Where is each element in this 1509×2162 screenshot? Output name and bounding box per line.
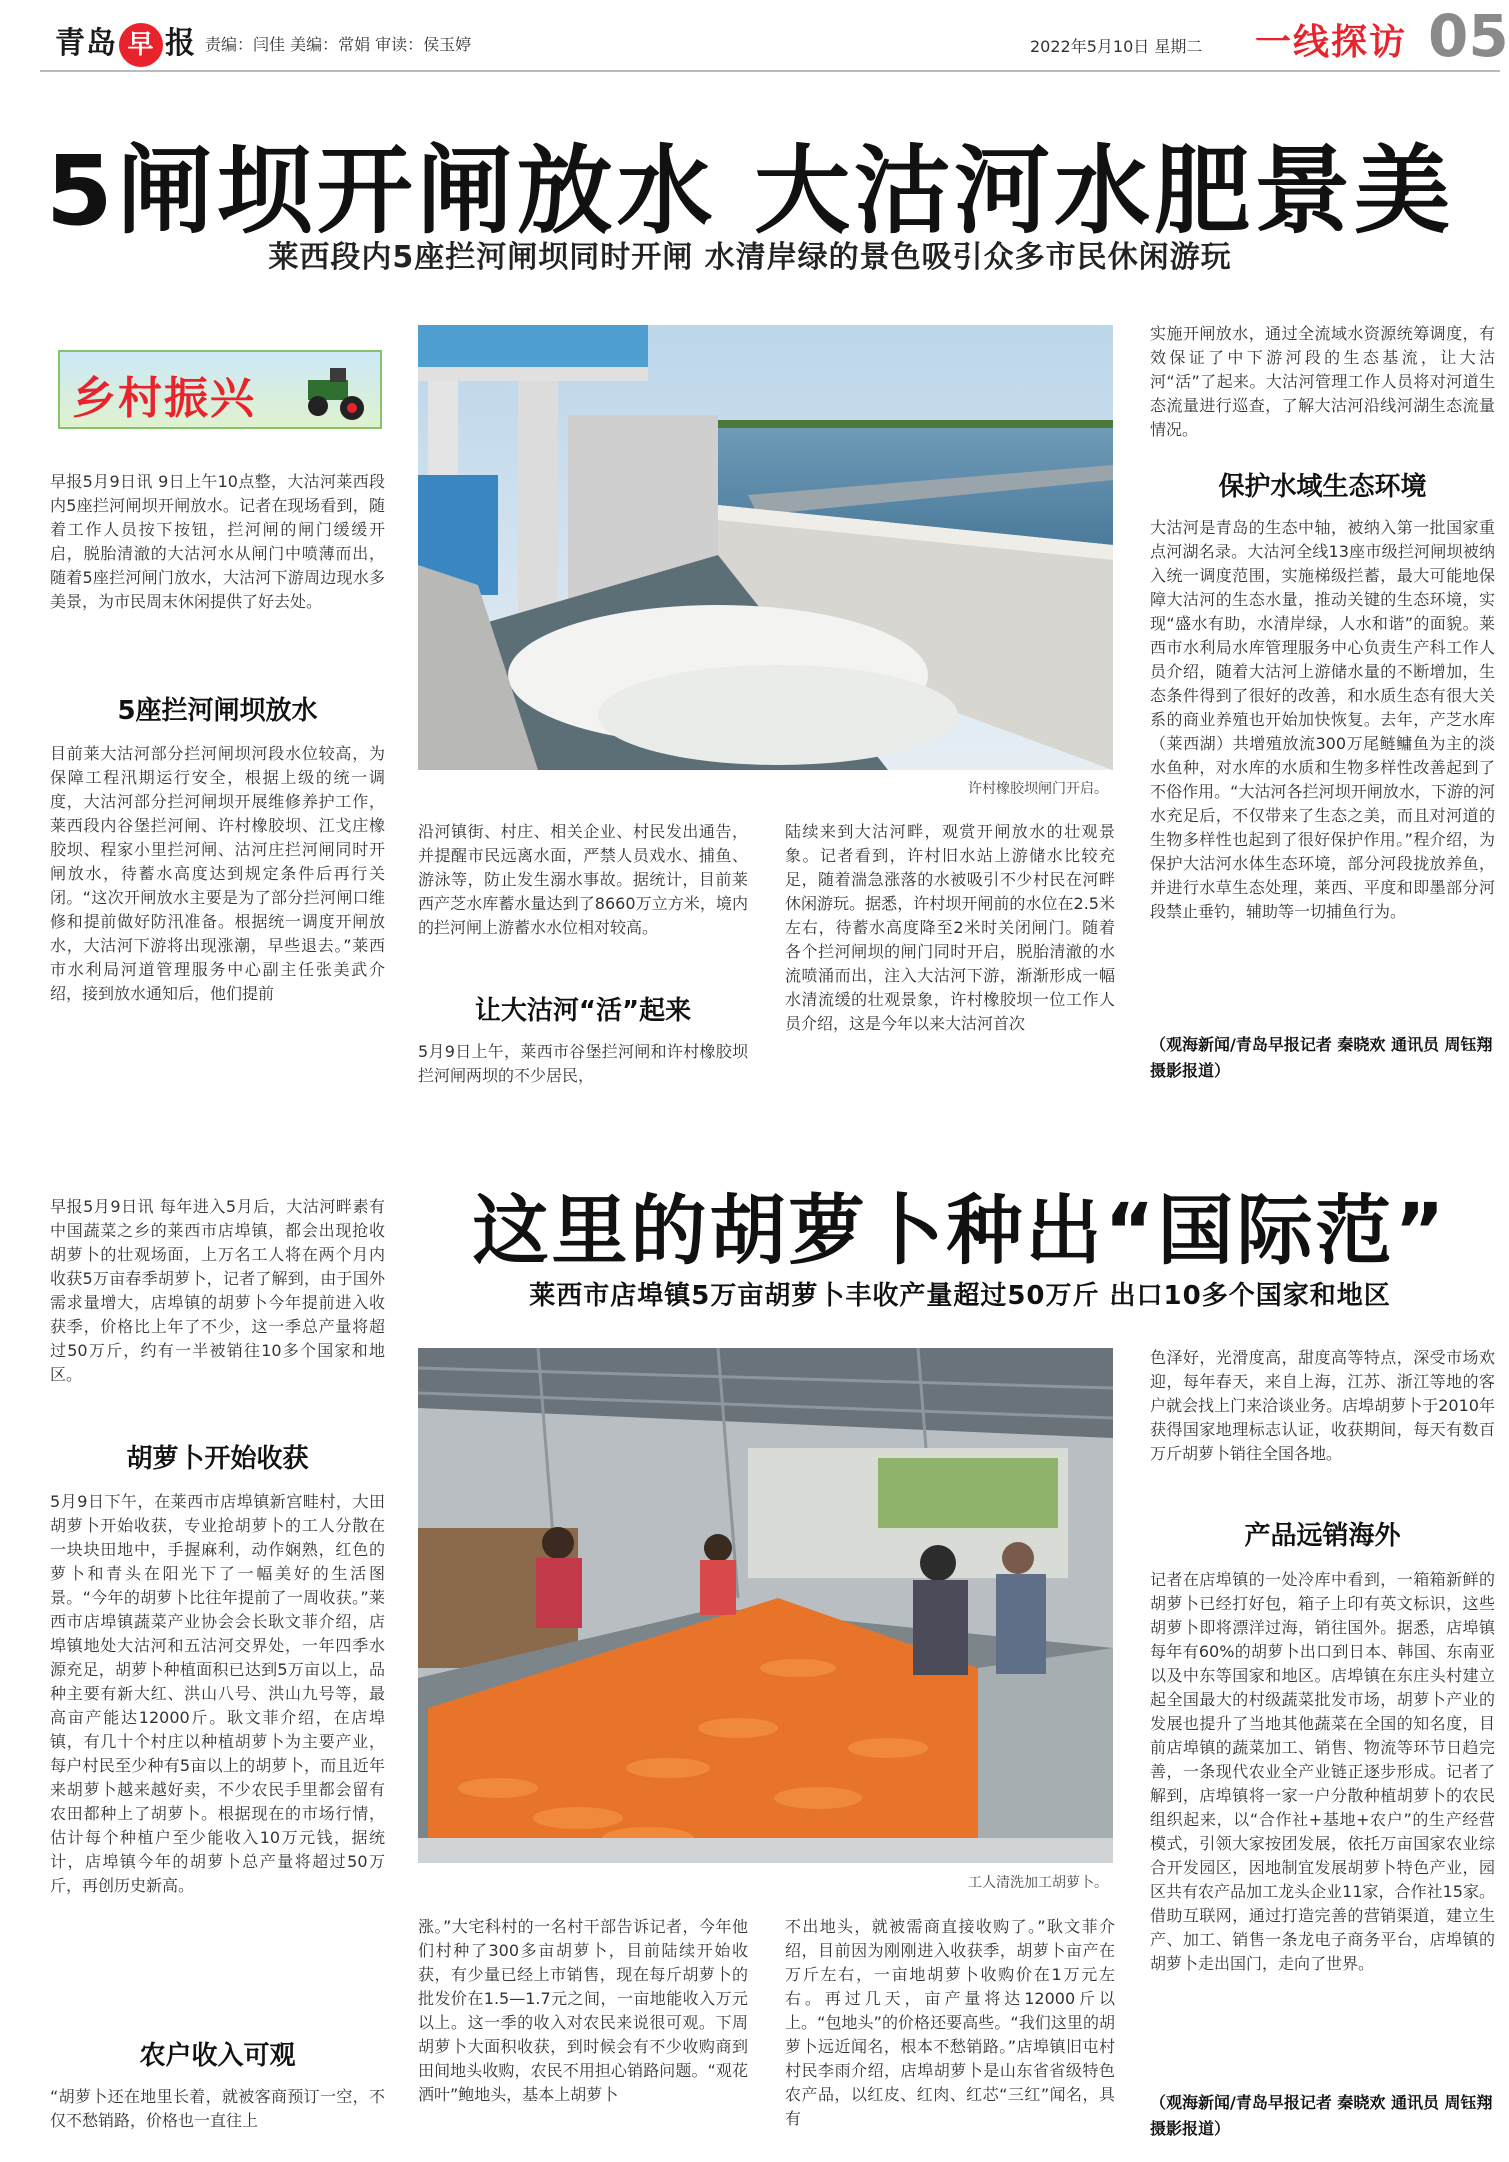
- story1-col2-tail: 5月9日上午，莱西市谷堡拦河闸和许村橡胶坝拦河闸两坝的不少居民，: [418, 1042, 748, 1085]
- story2-subheadline: 莱西市店埠镇5万亩胡萝卜丰收产量超过50万斤 出口10多个国家和地区: [529, 1281, 1391, 1311]
- newspaper-logo: 青岛 早 报: [55, 18, 196, 67]
- story2-col4-body: 记者在店埠镇的一处冷库中看到，一箱箱新鲜的胡萝卜已经打好包，箱子上印有英文标识，这些胡萝卜即将漂洋过海，销往国外。据悉，店埠镇每年有60%的胡萝卜出口到日本、韩国、东南亚以及中东等国家和地区。店埠镇在东庄头村建立起全国最大的村级蔬菜批发市场，胡萝卜产业的发展也提升了当地其他蔬菜在全国的知名度，目前店埠镇的蔬菜加工、销售、物流等环节日趋完善，一条现代农业全产业链正逐步形成。记者了解到，店埠镇将一家一户分散种植胡萝卜的农民组织起来，以“合作社+基地+农户”的生产经营模式，引领大家按团发展，依托万亩国家农业综合开发园区，因地制宜发展胡萝卜特色产业，园区共有农产品加工龙头企业11家，合作社15家。借助互联网，通过打造完善的营销渠道，建立生产、加工、销售一条龙电子商务平台，店埠镇的胡萝卜走出国门，走向了世界。: [1150, 1570, 1495, 1973]
- dam-illustration: [418, 325, 1113, 770]
- issue-date: 2022年5月10日 星期二: [1030, 37, 1203, 56]
- dam-photo: [418, 325, 1113, 770]
- story2-subhead-b: 农户收入可观: [139, 2041, 296, 2071]
- logo-emblem: 早: [119, 23, 163, 67]
- story1-credit: （观海新闻/青岛早报记者 秦晓欢 通讯员 周钰翔 摄影报道）: [1150, 1035, 1493, 1080]
- rural-revitalization-banner: [58, 350, 382, 429]
- story2-headline: 这里的胡萝卜种出“国际范”: [472, 1186, 1448, 1275]
- story1-subhead-c: 保护水域生态环境: [1218, 472, 1427, 502]
- carrot-photo-caption: 工人清洗加工胡萝卜。: [968, 1875, 1108, 1891]
- tractor-icon: [300, 362, 375, 420]
- carrot-washing-illustration: [418, 1348, 1113, 1863]
- story1-headline: 5闸坝开闸放水 大沽河水肥景美: [45, 135, 1455, 247]
- editors-line: 责编：闫佳 美编：常娟 审读：侯玉婷: [205, 35, 472, 54]
- banner-text: 乡村振兴: [72, 373, 256, 424]
- story1-subhead-a: 5座拦河闸坝放水: [117, 696, 318, 726]
- section-title: 一线探访: [1255, 22, 1408, 63]
- story2-col1-body: 5月9日下午，在莱西市店埠镇新宫畦村，大田胡萝卜开始收获，专业抢胡萝卜的工人分散在一块块田地中，手握麻利，动作娴熟，红色的萝卜和青头在阳光下了一幅美好的生活图景。“今年的胡萝卜比往年提前了一周收获。”莱西市店埠镇蔬菜产业协会会长耿文菲介绍，店埠镇地处大沽河和五沽河交界处，一年四季水源充足，胡萝卜种植面积已达到5万亩以上，品种主要有新大红、洪山八号、洪山九号等，最高亩产能达12000斤。耿文菲介绍，在店埠镇，有几十个村庄以种植胡萝卜为主要产业，每户村民至少种有5亩以上的胡萝卜，而且近年来胡萝卜越来越好卖，不少农民手里都会留有农田都种上了胡萝卜。根据现在的市场行情，估计每个种植户至少能收入10万元钱，据统计，店埠镇今年的胡萝卜总产量将超过50万斤，再创历史新高。: [50, 1492, 385, 1895]
- story2-credit: （观海新闻/青岛早报记者 秦晓欢 通讯员 周钰翔 摄影报道）: [1150, 2093, 1493, 2138]
- story1-col3-body: 陆续来到大沽河畔，观赏开闸放水的壮观景象。记者看到，许村旧水站上游储水比较充足，随着湍急涨落的水被吸引不少村民在河畔休闲游玩。据悉，许村坝开闸前的水位在2.5米左右，待蓄水高度降至2米时关闭闸门。随着各个拦河闸坝的闸门同时开启，脱胎清澈的水流喷涌而出，注入大沽河下游，渐渐形成一幅水清流缓的壮观景象，许村橡胶坝一位工作人员介绍，这是今年以来大沽河首次: [785, 822, 1115, 1033]
- story2-col3-body: 不出地头，就被需商直接收购了。”耿文菲介绍，目前因为刚刚进入收获季，胡萝卜亩产在万斤左右，一亩地胡萝卜收购价在1万元左右。再过几天，亩产量将达12000斤以上。“包地头”的价格还要高些。“我们这里的胡萝卜远近闻名，根本不愁销路。”店埠镇旧屯村村民李雨介绍，店埠胡萝卜是山东省省级特色农产品，以红皮、红肉、红芯“三红”闻名，具有: [785, 1917, 1115, 2128]
- story2-col4-top: 色泽好，光滑度高，甜度高等特点，深受市场欢迎，每年春天，来自上海，江苏、浙江等地的客户就会找上门来洽谈业务。店埠胡萝卜于2010年获得国家地理标志认证，收获期间，每天有数百万斤胡萝卜销往全国各地。: [1150, 1348, 1495, 1463]
- story1-subhead-b: 让大沽河“活”起来: [474, 996, 692, 1026]
- story2-subhead-a: 胡萝卜开始收获: [126, 1444, 309, 1474]
- story1-col4-body: 大沽河是青岛的生态中轴，被纳入第一批国家重点河湖名录。大沽河全线13座市级拦河闸坝被纳入统一调度范围，实施梯级拦蓄，最大可能地保障大沽河的生态水量，推动关键的生态环境，实现“盛水有助，水清岸绿，人水和谐”的面貌。莱西市水利局水库管理服务中心负责生产科工作人员介绍，随着大沽河上游储水量的不断增加，生态条件得到了很好的改善，和水质生态有很大关系的商业养殖也开始加快恢复。去年，产芝水库（莱西湖）共增殖放流300万尾鲢鳙鱼为主的淡水鱼种，对水库的水质和生物多样性改善起到了不俗作用。“大沽河各拦河坝开闸放水，下游的河水充足后，不仅带来了生态之美，而且对河道的生物多样性也起到了很好保护作用。”程介绍，为保护大沽河水体生态环境，部分河段拢放养鱼，并进行水草生态处理，莱西、平度和即墨部分河段禁止垂钓，辅助等一切捕鱼行为。: [1150, 518, 1495, 921]
- story2-col2-body: 涨。”大宅科村的一名村干部告诉记者，今年他们村种了300多亩胡萝卜，目前陆续开始收获，有少量已经上市销售，现在每斤胡萝卜的批发价在1.5—1.7元之间，一亩地能收入万元以上。这一季的收入对农民来说很可观。下周胡萝卜大面积收获，到时候会有不少收购商到田间地头收购，农民不用担心销路问题。“观花洒叶”鲍地头，基本上胡萝卜: [418, 1917, 748, 2104]
- story1-lead: 早报5月9日讯 9日上午10点整，大沽河莱西段内5座拦河闸坝开闸放水。记者在现场看到，随着工作人员按下按钮，拦河闸的闸门缓缓开启，脱胎清澈的大沽河水从闸门中喷薄而出，随着5座拦河闸门放水，大沽河下游周边现水多美景，为市民周末休闲提供了好去处。: [50, 472, 385, 611]
- page-header: [0, 0, 1509, 70]
- story2-col1-tail: “胡萝卜还在地里长着，就被客商预订一空，不仅不愁销路，价格也一直往上: [50, 2087, 385, 2130]
- header-divider: [40, 70, 1500, 72]
- page-number: 05: [1428, 2, 1509, 70]
- dam-photo-caption: 许村橡胶坝闸门开启。: [968, 781, 1108, 797]
- carrot-photo: [418, 1348, 1113, 1863]
- story1-subheadline: 莱西段内5座拦河闸坝同时开闸 水清岸绿的景色吸引众多市民休闲游玩: [268, 240, 1232, 275]
- story2-subhead-c: 产品远销海外: [1244, 1521, 1401, 1551]
- story1-col2-body: 沿河镇街、村庄、相关企业、村民发出通告，并提醒市民远离水面，严禁人员戏水、捕鱼、游泳等，防止发生溺水事故。据统计，目前莱西产芝水库蓄水量达到了8660万立方米，境内的拦河闸上游蓄水水位相对较高。: [418, 822, 748, 937]
- story1-col4-top: 实施开闸放水，通过全流域水资源统筹调度，有效保证了中下游河段的生态基流，让大沽河“活”了起来。大沽河管理工作人员将对河道生态流量进行巡查，了解大沽河沿线河湖生态流量情况。: [1150, 324, 1495, 439]
- story2-lead: 早报5月9日讯 每年进入5月后，大沽河畔素有中国蔬菜之乡的莱西市店埠镇，都会出现抢收胡萝卜的壮观场面，上万名工人将在两个月内收获5万亩春季胡萝卜，记者了解到，由于国外需求量增大，店埠镇的胡萝卜今年提前进入收获季，价格比上年了不少，这一季总产量将超过50万斤，约有一半被销往10多个国家和地区。: [50, 1197, 385, 1384]
- story1-col1-body: 目前莱大沽河部分拦河闸坝河段水位较高，为保障工程汛期运行安全，根据上级的统一调度，大沽河部分拦河闸坝开展维修养护工作，莱西段内谷堡拦河闸、许村橡胶坝、江戈庄橡胶坝、程家小里拦河闸、沽河庄拦河闸同时开闸放水，待蓄水高度达到规定条件后再行关闭。“这次开闸放水主要是为了部分拦河闸口维修和提前做好防汛准备。根据统一调度开闸放水，大沽河下游将出现涨潮，早些退去。”莱西市水利局河道管理服务中心副主任张美武介绍，接到放水通知后，他们提前: [50, 744, 385, 1003]
